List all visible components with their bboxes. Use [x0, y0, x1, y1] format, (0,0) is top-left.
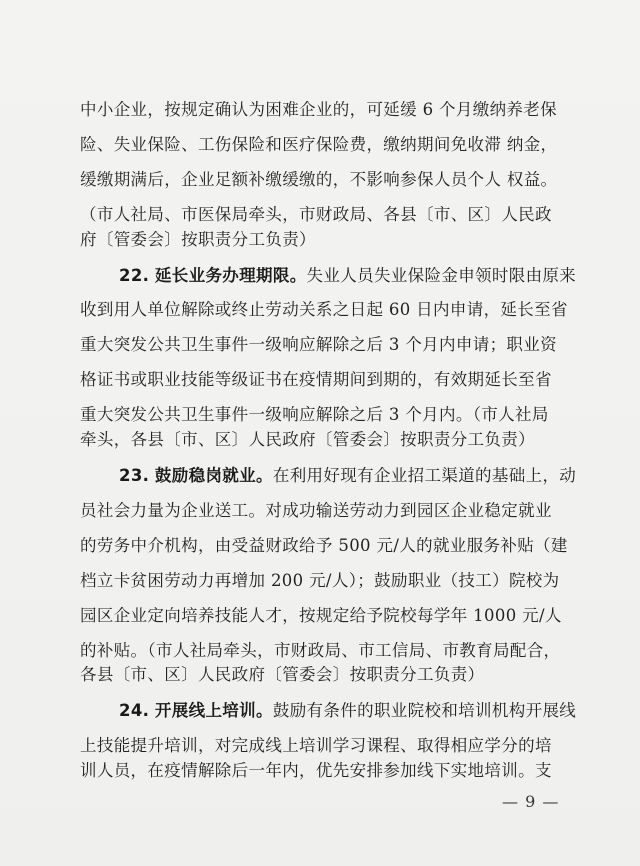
text-line: 牵头，各县〔市、区〕人民政府〔管委会〕按职责分工负责）	[80, 430, 535, 449]
text-line: 的劳务中介机构，由受益财政给予 500 元/人的就业服务补贴（建	[80, 536, 568, 555]
item-number: 23.	[119, 466, 150, 485]
text-line: 府〔管委会〕按职责分工负责）	[80, 230, 316, 249]
item-text: 在利用好现有企业招工渠道的基础上，动	[272, 466, 577, 485]
text-line: 的补贴。（市人社局牵头，市财政局、市工信局、市教育局配合，	[80, 641, 561, 660]
text-line: 园区企业定向培养技能人才，按规定给予院校每学年 1000 元/人	[80, 606, 562, 625]
item-number: 22.	[119, 266, 150, 285]
item-24-first-line	[119, 700, 577, 722]
item-number: 24.	[119, 701, 150, 720]
text-line: （市人社局、市医保局牵头，市财政局、各县〔市、区〕人民政	[80, 205, 552, 224]
page-number: — 9 —	[502, 792, 560, 811]
text-line: 上技能提升培训，对完成线上培训学习课程、取得相应学分的培	[80, 736, 552, 755]
text-line: 重大突发公共卫生事件一级响应解除之后 3 个月内。（市人社局	[80, 405, 549, 424]
text-line: 档立卡贫困劳动力再增加 200 元/人）；鼓励职业（技工）院校为	[80, 571, 560, 590]
item-text: 鼓励有条件的职业院校和培训机构开展线	[272, 701, 577, 720]
item-text: 失业人员失业保险金申领时限由原来	[306, 266, 577, 285]
text-line: 缓缴期满后，企业足额补缴缓缴的，不影响参保人员个人 权益。	[80, 170, 558, 189]
text-line: 训人员，在疫情解除后一年内，优先安排参加线下实地培训。支	[80, 761, 552, 780]
text-line: 中小企业，按规定确认为困难企业的，可延缓 6 个月缴纳养老保	[80, 100, 557, 119]
item-heading: 延长业务办理期限。	[154, 266, 307, 285]
item-22-first-line	[119, 265, 577, 287]
item-heading: 鼓励稳岗就业。	[154, 466, 273, 485]
text-line: 重大突发公共卫生事件一级响应解除之后 3 个月内申请；职业资	[80, 335, 557, 354]
text-line: 格证书或职业技能等级证书在疫情期间到期的，有效期延长至省	[80, 370, 552, 389]
text-line: 各县〔市、区〕人民政府〔管委会〕按职责分工负责）	[80, 665, 485, 684]
item-heading: 开展线上培训。	[154, 701, 273, 720]
text-line: 险、失业保险、工伤保险和医疗保险费，缴纳期间免收滞 纳金，	[80, 135, 558, 154]
text-line: 员社会力量为企业送工。对成功输送劳动力到园区企业稳定就业	[80, 501, 552, 520]
item-23-first-line	[119, 465, 577, 487]
text-line: 收到用人单位解除或终止劳动关系之日起 60 日内申请，延长至省	[80, 300, 568, 319]
